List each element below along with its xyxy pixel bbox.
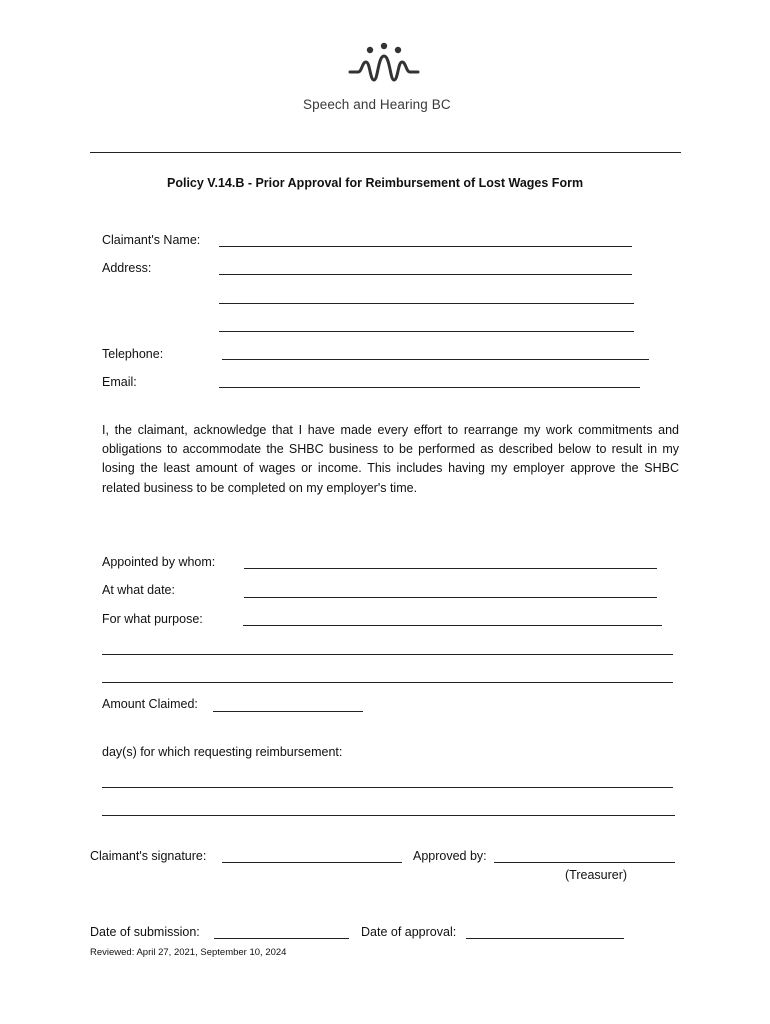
at-what-date-label: At what date: — [102, 583, 175, 597]
address-label: Address: — [102, 261, 152, 275]
purpose-field-line-3[interactable] — [102, 682, 673, 683]
purpose-label: For what purpose: — [102, 612, 203, 626]
telephone-field[interactable] — [222, 359, 649, 360]
address-field-line-1[interactable] — [219, 274, 632, 275]
approved-by-field[interactable] — [494, 862, 675, 863]
org-name: Speech and Hearing BC — [303, 97, 451, 112]
claimant-name-label: Claimant's Name: — [102, 233, 201, 247]
purpose-field[interactable] — [243, 625, 662, 626]
header-divider — [90, 152, 681, 153]
days-field-line-2[interactable] — [102, 815, 675, 816]
date-of-approval-label: Date of approval: — [361, 925, 457, 939]
days-field-line-1[interactable] — [102, 787, 673, 788]
approved-by-label: Approved by: — [413, 849, 487, 863]
days-label: day(s) for which requesting reimbursement: — [102, 745, 343, 759]
amount-claimed-field[interactable] — [213, 711, 363, 712]
form-title: Policy V.14.B - Prior Approval for Reimbursement of Lost Wages Form — [167, 176, 584, 190]
claimant-signature-label: Claimant's signature: — [90, 849, 207, 863]
people-wave-logo-icon — [348, 42, 420, 88]
at-what-date-field[interactable] — [244, 597, 657, 598]
treasurer-label: (Treasurer) — [565, 868, 628, 882]
email-field[interactable] — [219, 387, 640, 388]
telephone-label: Telephone: — [102, 347, 164, 361]
date-of-approval-field[interactable] — [466, 938, 624, 939]
address-field-line-3[interactable] — [219, 331, 634, 332]
claimant-signature-field[interactable] — [222, 862, 402, 863]
date-of-submission-field[interactable] — [214, 938, 349, 939]
acknowledgement-text: I, the claimant, acknowledge that I have made every effort to rearrange my work commitments and obligations to accommodate the SHBC business to be performed as described below to result in my losing the least amount of wages or income. This includes having my employer approve the SHBC related business to be completed on my employer's time. — [102, 423, 679, 495]
purpose-field-line-2[interactable] — [102, 654, 673, 655]
email-label: Email: — [102, 375, 137, 389]
appointed-by-field[interactable] — [244, 568, 657, 569]
reviewed-note: Reviewed: April 27, 2021, September 10, 2024 — [90, 947, 287, 958]
appointed-by-label: Appointed by whom: — [102, 555, 216, 569]
amount-claimed-label: Amount Claimed: — [102, 697, 198, 711]
address-field-line-2[interactable] — [219, 303, 634, 304]
date-of-submission-label: Date of submission: — [90, 925, 200, 939]
claimant-name-field[interactable] — [219, 246, 632, 247]
